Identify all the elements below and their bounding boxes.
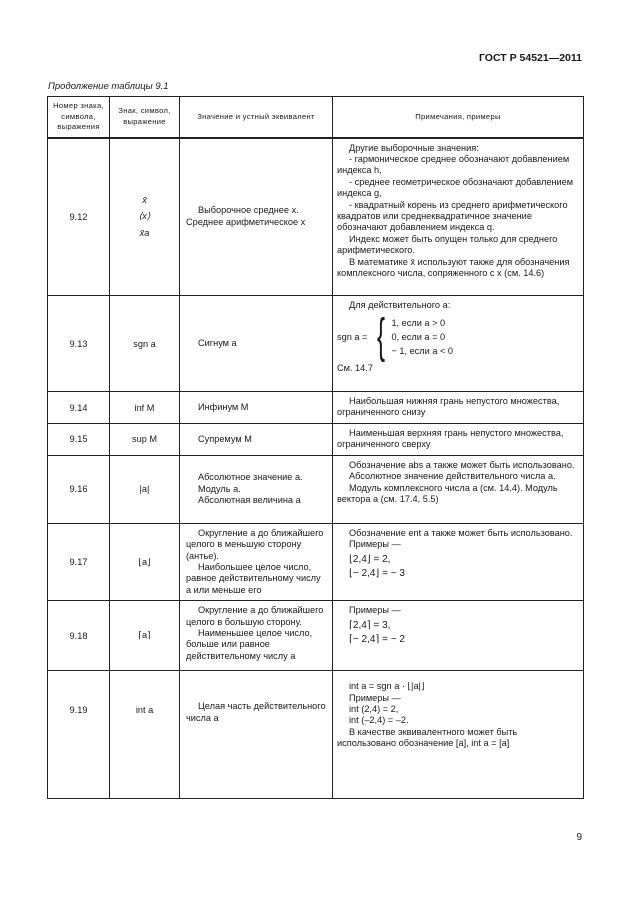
row-symbol — [110, 138, 180, 296]
row-symbol: int a — [110, 671, 180, 799]
row-number: 9.12 — [48, 138, 110, 296]
table-row — [48, 138, 584, 296]
symbol-variant: ⟨x⟩ — [138, 211, 151, 222]
table-row — [48, 296, 584, 392]
row-meaning: Целая часть действительного числа a — [180, 671, 333, 799]
note-line: - гармоническое среднее обозначают добавлением индекса h, — [337, 153, 570, 176]
example-line: ⌊2,4⌋ = 2, — [349, 553, 391, 565]
row-symbol: sgn a — [110, 296, 180, 392]
row-number: 9.17 — [48, 523, 110, 600]
row-meaning: Инфинум M — [180, 392, 333, 424]
row-symbol: |a| — [110, 455, 180, 523]
row-notes: Примеры — ⌈2,4⌉ = 3, ⌈− 2,4⌉ = − 2 — [333, 601, 584, 671]
note-line: Индекс может быть опущен только для среднего арифметического. — [337, 233, 558, 256]
row-notes: Обозначение ent a также может быть использовано. Примеры — ⌊2,4⌋ = 2, ⌊− 2,4⌋ = − 3 — [333, 523, 584, 600]
symbol-variant: x̄a — [139, 228, 150, 239]
case-line: − 1, если a < 0 — [391, 346, 454, 357]
example-line: ⌈− 2,4⌉ = − 2 — [349, 634, 405, 646]
symbol-variant: x̄ — [142, 195, 147, 206]
table-row — [48, 671, 584, 799]
table-row — [48, 601, 584, 671]
row-symbol: ⌈a⌉ — [110, 601, 180, 671]
case-line: 1, если a > 0 — [391, 318, 446, 329]
header-meaning: Значение и устный эквивалент — [180, 97, 333, 138]
row-number: 9.13 — [48, 296, 110, 392]
row-notes: Наибольшая нижняя грань непустого множества, ограниченного снизу — [333, 392, 584, 424]
table-row — [48, 424, 584, 456]
table-row — [48, 392, 584, 424]
header-symbol: Знак, символ, выражение — [110, 97, 180, 138]
row-symbol: ⌊a⌋ — [110, 523, 180, 600]
symbols-table — [47, 96, 584, 799]
table-row — [48, 523, 584, 600]
row-symbol: inf M — [110, 392, 180, 424]
header-number: Номер знака, символа, выражения — [48, 97, 110, 138]
row-meaning: Супремум M — [180, 424, 333, 456]
table-row — [48, 455, 584, 523]
row-number: 9.15 — [48, 424, 110, 456]
row-number: 9.19 — [48, 671, 110, 799]
note-line: Другие выборочные значения: — [349, 142, 479, 153]
page-number: 9 — [576, 832, 582, 843]
meaning-line: Среднее арифметическое x — [186, 216, 306, 227]
sgn-cases — [391, 316, 453, 358]
row-notes: Обозначение abs a также может быть использовано. Абсолютное значение действительного числа a. Модуль комплексного числа a (см. 14.4). Модуль вектора a (см. 17.4, 5.5) — [333, 455, 584, 523]
row-meaning — [180, 138, 333, 296]
row-notes — [333, 138, 584, 296]
row-meaning: Сигнум a — [180, 296, 333, 392]
header-notes: Примечания, примеры — [333, 97, 584, 138]
example-line: ⌊− 2,4⌋ = − 3 — [349, 568, 405, 580]
note-line: - среднее геометрическое обозначают добавлением индекса g, — [337, 176, 574, 199]
note-ref: См. 14.7 — [337, 363, 373, 374]
row-number: 9.14 — [48, 392, 110, 424]
row-symbol: sup M — [110, 424, 180, 456]
table-caption: Продолжение таблицы 9.1 — [48, 81, 169, 92]
sgn-definition — [337, 310, 577, 364]
sgn-lhs: sgn a = — [337, 331, 368, 342]
example-line: ⌈2,4⌉ = 3, — [349, 619, 391, 631]
standard-code: ГОСТ Р 54521—2011 — [478, 52, 582, 64]
row-meaning: Абсолютное значение a. Модуль a. Абсолютная величина a — [180, 455, 333, 523]
note-line: - квадратный корень из среднего арифметического квадратов или среднеквадратичное значение обозначают добавлением индекса q. — [337, 199, 568, 233]
case-line: 0, если a = 0 — [391, 332, 446, 343]
row-meaning: Округление a до ближайшего целого в большую сторону. Наименьшее целое число, больше или равное действительному числу a — [180, 601, 333, 671]
row-number: 9.18 — [48, 601, 110, 671]
table-header-row — [48, 97, 584, 138]
note-line: Для действительного a: — [349, 300, 451, 310]
row-notes: Наименьшая верхняя грань непустого множества, ограниченного сверху — [333, 424, 584, 456]
row-number: 9.16 — [48, 455, 110, 523]
row-notes: int a = sgn a · ⌊|a|⌋ Примеры — int (2,4) = 2, int (–2,4) = –2. В качестве эквивалентного может быть использовано обозначение [a], int a = [a] — [333, 671, 584, 799]
brace-icon: { — [377, 310, 386, 364]
meaning-line: Выборочное среднее x. — [198, 205, 299, 216]
row-notes — [333, 296, 584, 392]
row-meaning: Округление a до ближайшего целого в меньшую сторону (антье). Наибольшее целое число, равное действительному числу a или меньше его — [180, 523, 333, 600]
note-line: В математике x̄ используют также для обозначения комплексного числа, сопряженного с x (см. 14.6) — [337, 256, 570, 278]
